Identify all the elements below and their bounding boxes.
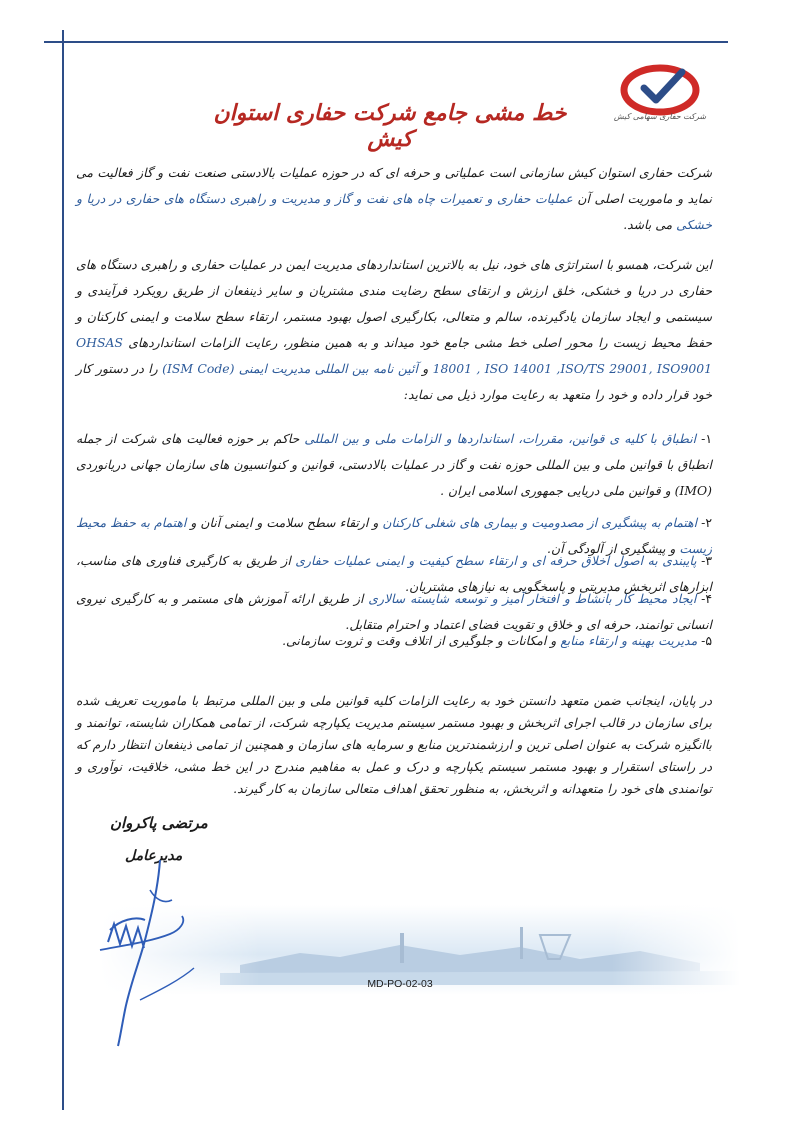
policy-item-number: ۳-: [701, 553, 712, 568]
commitment-text-2: و: [417, 361, 433, 376]
intro-paragraph: [76, 160, 712, 238]
commitment-text-3: را در دستور کار خود قرار داده و خود را متعهد به رعایت موارد ذیل می نماید:: [76, 361, 712, 402]
policy-item-highlight: مدیریت بهینه و ارتقاء منابع: [560, 633, 698, 648]
policy-item-highlight: ایجاد محیط کار بانشاط و افتخار آمیز و توسعه شایسته سالاری: [368, 591, 697, 606]
policy-item-highlight: پایبندی به اصول اخلاق حرفه ای و ارتقاء سطح کیفیت و ایمنی عملیات حفاری: [295, 553, 697, 568]
policy-item-text: و ارتقاء سطح سلامت و ایمنی آنان و: [186, 515, 383, 530]
policy-item-text: حاکم بر حوزه فعالیت های شرکت از جمله انطباق با قوانین ملی و بین المللی حوزه نفت و گاز در عملیات بالادستی، قوانین و کنوانسیون های سازمان جهانی دریانوردی (IMO) و قوانین ملی دریایی جمهوری اسلامی ایران .: [76, 431, 712, 498]
intro-text-1: شرکت حفاری استوان کیش سازمانی است عملیاتی و حرفه ای که در حوزه عملیات بالادستی صنعت نفت و گاز فعالیت می نماید و ماموریت اصلی آن: [76, 165, 712, 206]
ism-code-highlight: آئین نامه بین المللی مدیریت ایمنی (ISM Code): [162, 361, 418, 376]
policy-item-number: ۱-: [701, 431, 712, 446]
signer-name: مرتضی پاکروان: [110, 814, 208, 832]
policy-item-highlight: انطباق با کلیه ی قوانین، مقررات، استانداردها و الزامات ملی و بین المللی: [304, 431, 697, 446]
document-code: MD-PO-02-03: [367, 978, 433, 990]
policy-item-highlight-2: اهتمام به حفظ محیط زیست: [76, 515, 712, 556]
policy-item-text: و امکانات و جلوگیری از اتلاف وقت و ثروت سازمانی.: [282, 633, 561, 648]
scan-border-top: [44, 41, 728, 43]
policy-item-5: [76, 628, 712, 654]
commitment-text-1: این شرکت، همسو با استراتژی های خود، نیل به بالاترین استانداردهای مدیریت ایمن در عملیات حفاری و راهبری دستگاه های حفاری در دریا و خشکی، خلق ارزش و ارتقای سطح رضایت مندی مشتریان و سایر ذینفعان از طریق رویکرد فرآیندی و سیستمی و ایجاد سازمان یادگیرنده، سالم و متعالی، بکارگیری اصول بهبود مستمر، ارتقاء سطح سلامت و ایمنی کارکنان و حفظ محیط زیست را محور اصلی خط مشی جامع خود میداند و به همین منظور، رعایت الزامات استانداردهای: [76, 257, 712, 350]
standards-highlight: OHSAS 18001 , ISO 14001 ,ISO/TS 29001, ISO9001: [76, 335, 713, 376]
intro-text-2: می باشد.: [623, 217, 677, 232]
page-title: خط مشی جامع شرکت حفاری استوان کیش: [213, 100, 567, 152]
policy-item-text: از طریق به کارگیری فناوری های مناسب، ابزارهای اثربخش مدیریتی و پاسخگویی به نیازهای مشتریان.: [76, 553, 712, 594]
policy-item-number: ۲-: [701, 515, 712, 530]
signer-role: مدیرعامل: [125, 848, 183, 864]
handwritten-signature: [90, 850, 230, 1050]
policy-item-text-2: و پیشگیری از آلودگی آن.: [547, 541, 680, 556]
logo-caption: شرکت حفاری سهامی کیش: [613, 112, 707, 121]
commitment-paragraph: [76, 252, 712, 408]
policy-item-1: [76, 426, 712, 504]
scan-border-left: [62, 30, 64, 1110]
intro-highlight: عملیات حفاری و تعمیرات چاه های نفت و گاز و مدیریت و راهبری دستگاه های حفاری در دریا و خشکی: [76, 191, 712, 232]
closing-paragraph: در پایان، اینجانب ضمن متعهد دانستن خود به رعایت الزامات کلیه قوانین ملی و بین المللی مرتبط با ماموریت تعریف شده برای سازمان در قالب اجرای اثربخش و بهبود مستمر سیستم مدیریت یکپارچه شرکت، از تمامی همکاران شایسته، توانمند و باانگیزه شرکت به عنوان اصلی ترین و ارزشمندترین منابع و سرمایه های سازمان و همچنین از تمامی ذینفعان انتظار دارم که در راستای استقرار و بهبود مستمر سیستم یکپارچه و درک و عمل به مفاهیم مندرج در این خط مشی، خلاقیت، نوآوری و توانمندی های خود را متعهدانه و اثربخش، به منظور تحقق اهداف متعالی سازمان به کار گیرند.: [76, 693, 712, 796]
policy-item-highlight: اهتمام به پیشگیری از مصدومیت و بیماری های شغلی کارکنان: [382, 515, 698, 530]
policy-item-text: از طریق ارائه آموزش های مستمر و به کارگیری نیروی انسانی توانمند، حرفه ای و خلاق و تقویت فضای اعتماد و احترام متقابل.: [76, 591, 712, 632]
policy-item-number: ۵-: [701, 633, 712, 648]
policy-item-number: ۴-: [701, 591, 712, 606]
